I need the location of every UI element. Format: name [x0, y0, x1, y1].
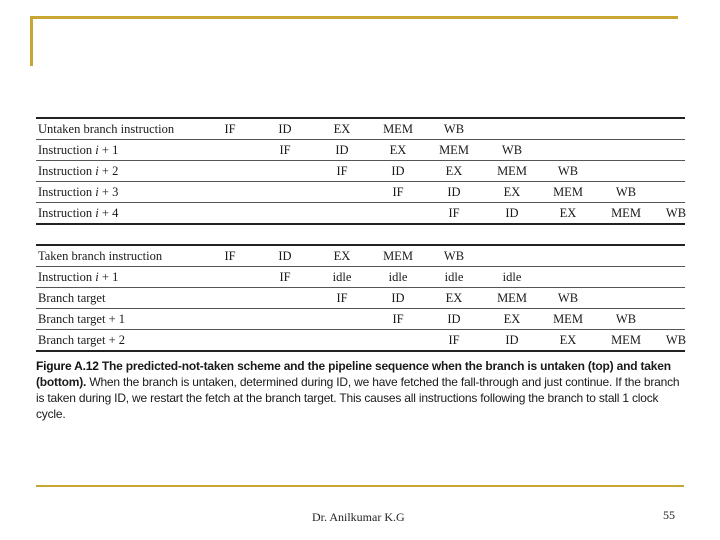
pipeline-table-taken [36, 244, 685, 352]
stage-cell: ID [447, 185, 461, 199]
stage-cell: IF [336, 291, 348, 305]
stage-cell: MEM [383, 122, 413, 136]
row-label: Instruction i + 1 [38, 143, 119, 157]
stage-cell: idle [332, 270, 352, 284]
stage-cell: WB [665, 206, 687, 220]
stage-cell: EX [503, 185, 521, 199]
page-number: 55 [663, 508, 675, 522]
frame-left-border [30, 16, 33, 66]
caption-title: The predicted-not-taken scheme and the pipeline sequence when the branch is untaken (top) and taken (bottom). [36, 359, 671, 389]
stage-cell: ID [335, 143, 349, 157]
figure-caption [36, 358, 686, 422]
stage-cell: MEM [553, 185, 583, 199]
row-label: Instruction i + 3 [38, 185, 119, 199]
pipeline-table-untaken [36, 117, 685, 225]
stage-cell: IF [448, 206, 460, 220]
stage-cell: WB [443, 249, 465, 263]
stage-cell: IF [448, 333, 460, 347]
caption-body: When the branch is untaken, determined during ID, we have fetched the fall-through and just continue. If the branch is taken during ID, we restart the fetch at the branch target. This causes all instructions following the branch to stall 1 clock cycle. [36, 375, 680, 421]
row-label: Branch target [38, 291, 106, 305]
stage-cell: IF [224, 249, 236, 263]
stage-cell: idle [388, 270, 408, 284]
table-row [36, 203, 685, 225]
row-label: Instruction i + 4 [38, 206, 119, 220]
stage-cell: MEM [439, 143, 469, 157]
table-row [36, 330, 685, 352]
stage-cell: IF [224, 122, 236, 136]
row-label: Branch target + 1 [38, 312, 125, 326]
stage-cell: WB [665, 333, 687, 347]
row-label: Taken branch instruction [38, 249, 163, 263]
stage-cell: ID [505, 206, 519, 220]
stage-cell: EX [389, 143, 407, 157]
row-label: Branch target + 2 [38, 333, 125, 347]
row-label: Instruction i + 2 [38, 164, 119, 178]
stage-cell: MEM [497, 291, 527, 305]
stage-cell: idle [502, 270, 522, 284]
stage-cell: ID [505, 333, 519, 347]
stage-cell: WB [615, 312, 637, 326]
stage-cell: ID [391, 164, 405, 178]
stage-cell: idle [444, 270, 464, 284]
row-label: Untaken branch instruction [38, 122, 175, 136]
stage-cell: EX [503, 312, 521, 326]
stage-cell: EX [445, 164, 463, 178]
table-row [36, 182, 685, 203]
frame-top-border [30, 16, 678, 19]
table-row [36, 140, 685, 161]
table-row [36, 161, 685, 182]
stage-cell: WB [615, 185, 637, 199]
footer-author: Dr. Anilkumar K.G [312, 510, 405, 524]
table-row [36, 246, 685, 267]
stage-cell: ID [278, 122, 292, 136]
stage-cell: MEM [611, 333, 641, 347]
stage-cell: MEM [553, 312, 583, 326]
table-row [36, 267, 685, 288]
stage-cell: IF [392, 185, 404, 199]
stage-cell: WB [557, 164, 579, 178]
table-row [36, 309, 685, 330]
stage-cell: ID [278, 249, 292, 263]
stage-cell: IF [336, 164, 348, 178]
stage-cell: EX [559, 333, 577, 347]
stage-cell: WB [443, 122, 465, 136]
stage-cell: WB [501, 143, 523, 157]
stage-cell: IF [279, 270, 291, 284]
stage-cell: MEM [383, 249, 413, 263]
caption-figure-number: Figure A.12 [36, 359, 99, 373]
stage-cell: MEM [611, 206, 641, 220]
stage-cell: IF [392, 312, 404, 326]
row-label: Instruction i + 1 [38, 270, 119, 284]
stage-cell: WB [557, 291, 579, 305]
stage-cell: IF [279, 143, 291, 157]
table-row [36, 119, 685, 140]
stage-cell: MEM [497, 164, 527, 178]
stage-cell: ID [391, 291, 405, 305]
stage-cell: EX [559, 206, 577, 220]
stage-cell: EX [333, 249, 351, 263]
table-row [36, 288, 685, 309]
stage-cell: EX [445, 291, 463, 305]
stage-cell: ID [447, 312, 461, 326]
frame-bottom-border [36, 485, 684, 487]
stage-cell: EX [333, 122, 351, 136]
